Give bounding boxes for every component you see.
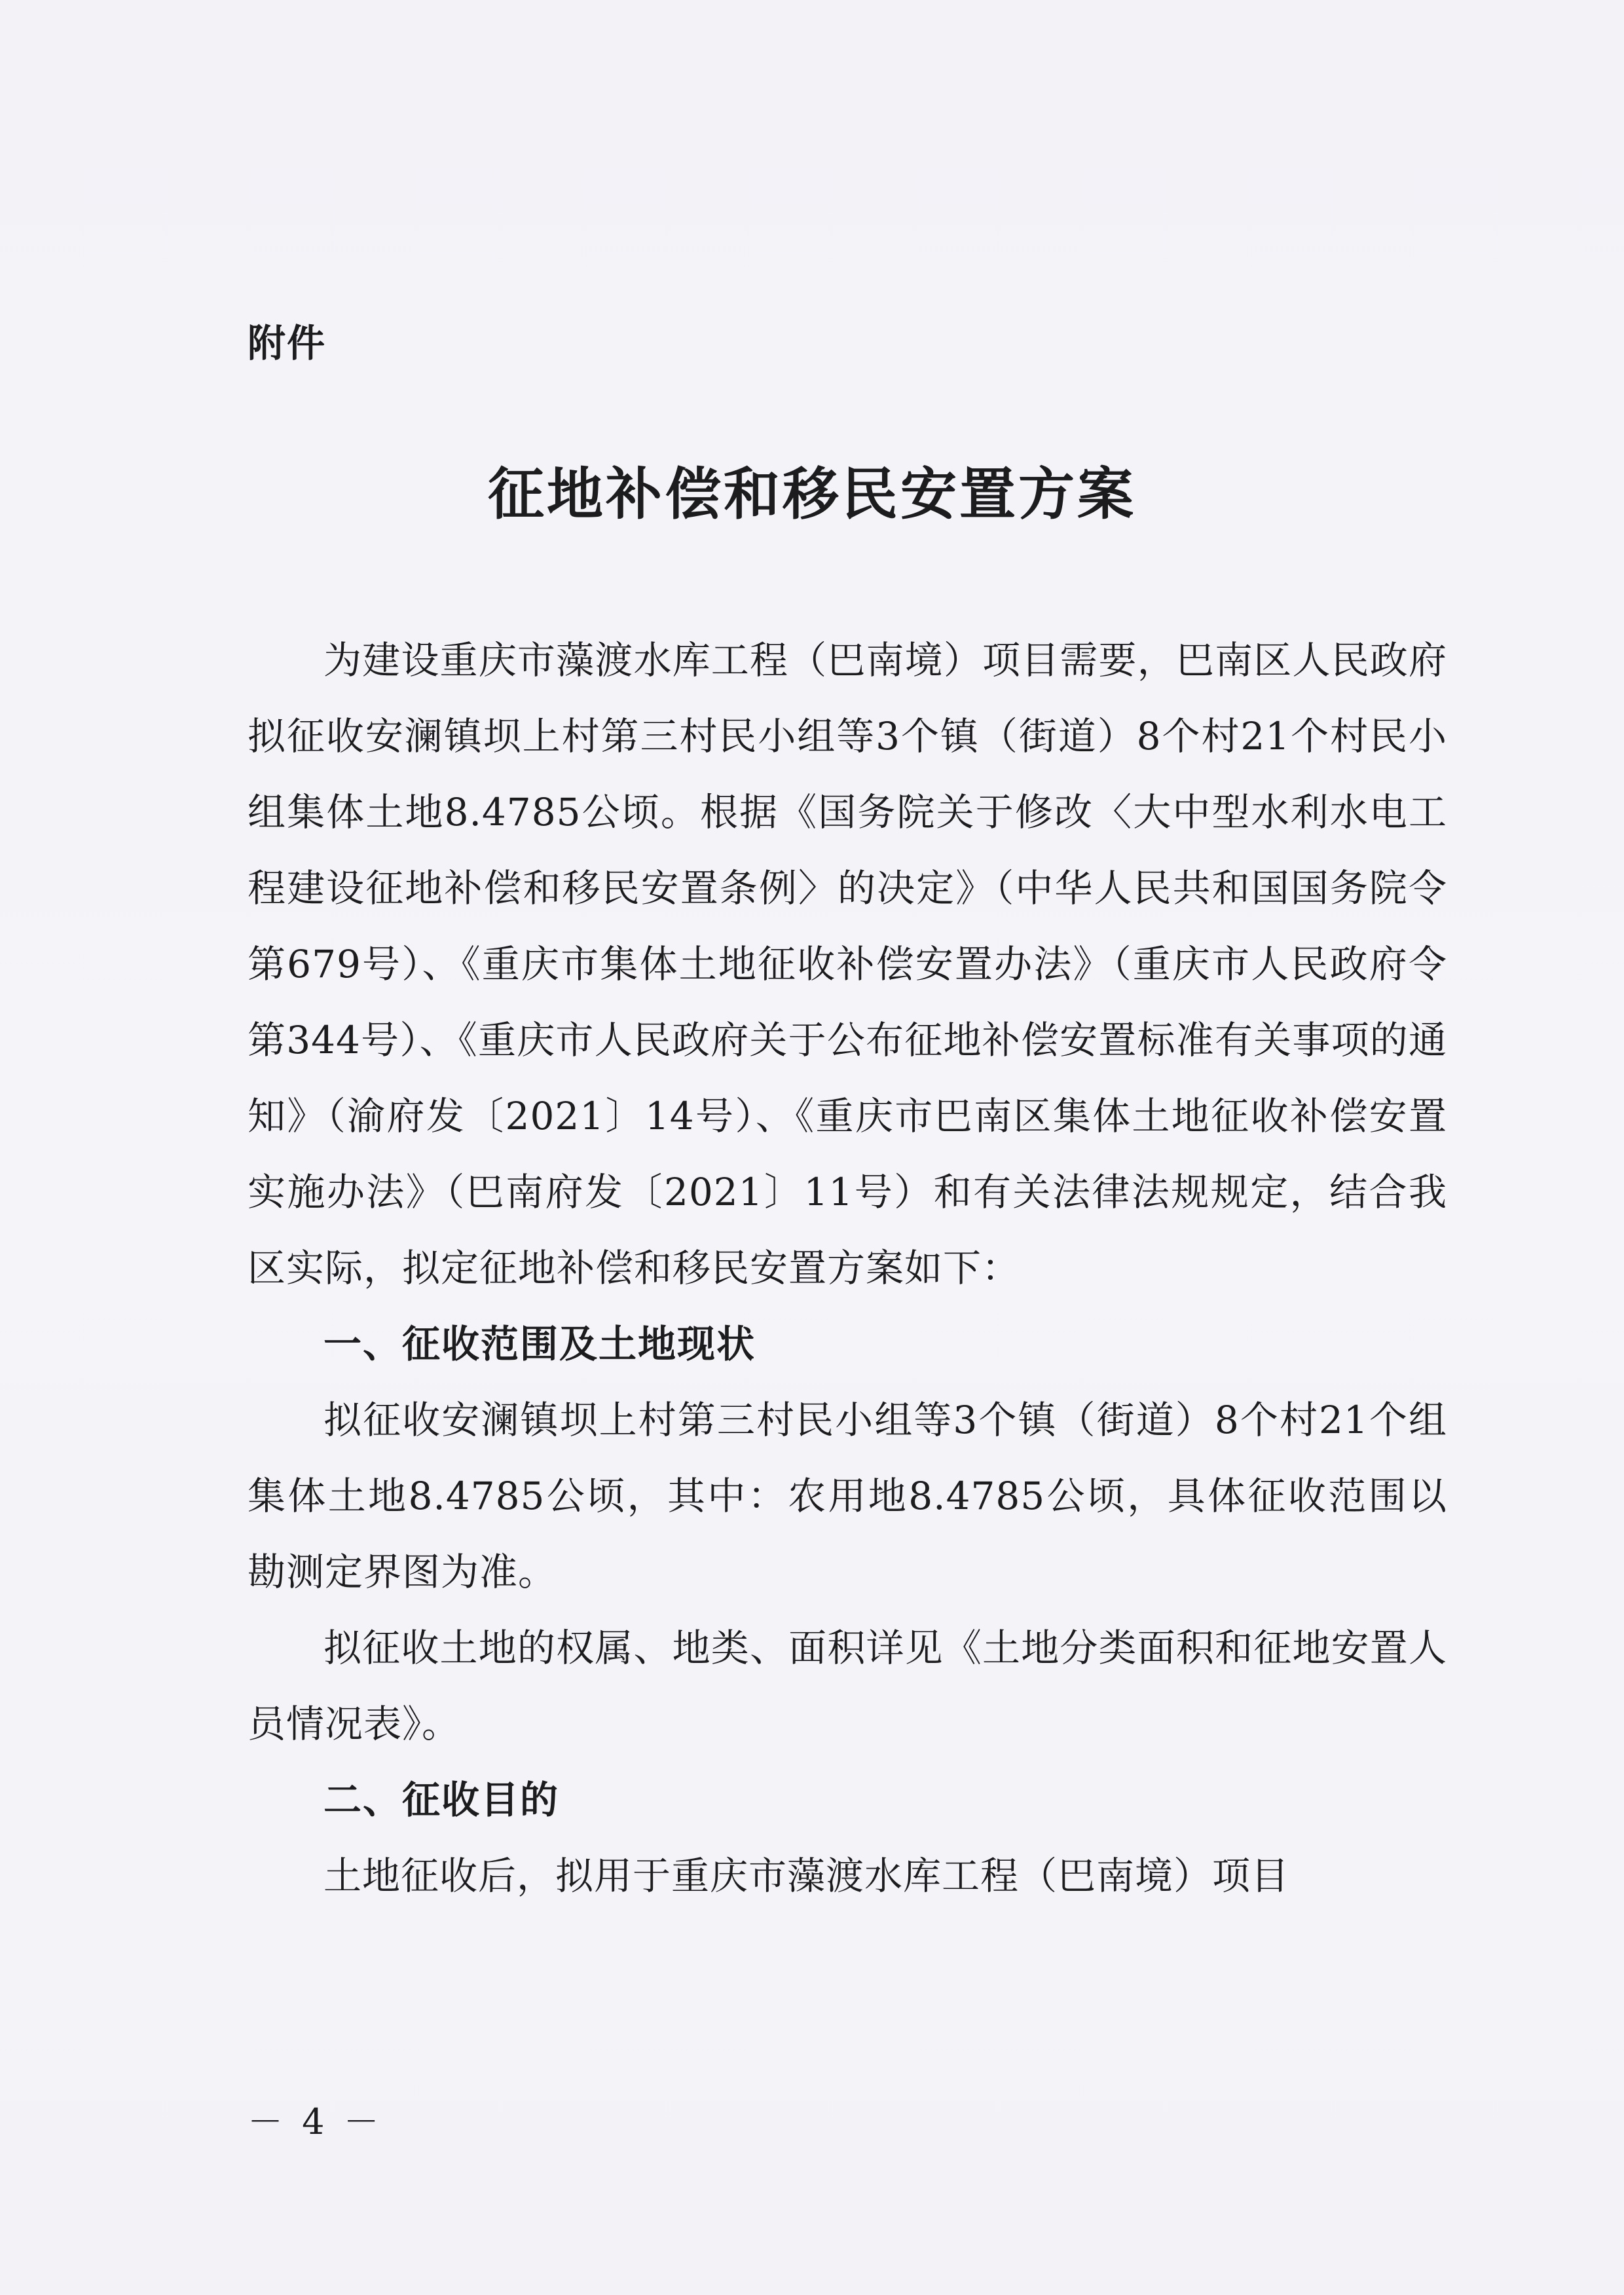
section-paragraph: 拟征收土地的权属、地类、面积详见《土地分类面积和征地安置人员情况表》。 [248, 1626, 1447, 1746]
section-paragraph: 土地征收后，拟用于重庆市藻渡水库工程（巴南境）项目 [323, 1854, 1290, 1898]
section-heading-purpose: 二、征收目的 [323, 1778, 560, 1822]
intro-paragraph: 为建设重庆市藻渡水库工程（巴南境）项目需要，巴南区人民政府拟征收安澜镇坝上村第三村民小组等3个镇（街道）8个村21个村民小组集体土地8.4785公顷。根据《国务院关于修改〈大中型水利水电工程建设征地补偿和移民安置条例〉的决定》（中华人民共和国国务院令第679号）、《重庆市集体土地征收补偿安置办法》（重庆市人民政府令第344号）、《重庆市人民政府关于公布征地补偿安置标准有关事项的通知》（渝府发〔2021〕14号）、《重庆市巴南区集体土地征收补偿安置实施办法》（巴南府发〔2021〕11号）和有关法律法规规定，结合我区实际，拟定征地补偿和移民安置方案如下： [248, 638, 1447, 1290]
page-number: － 4 － [248, 2101, 383, 2142]
attachment-label: 附件 [248, 321, 327, 365]
section-heading-scope: 一、征收范围及土地现状 [323, 1322, 756, 1366]
section-paragraph: 拟征收安澜镇坝上村第三村民小组等3个镇（街道）8个村21个组集体土地8.4785公顷，其中：农用地8.4785公顷，具体征收范围以勘测定界图为准。 [248, 1398, 1447, 1594]
document-title: 征地补偿和移民安置方案 [488, 461, 1136, 527]
document-body [248, 622, 1447, 1914]
